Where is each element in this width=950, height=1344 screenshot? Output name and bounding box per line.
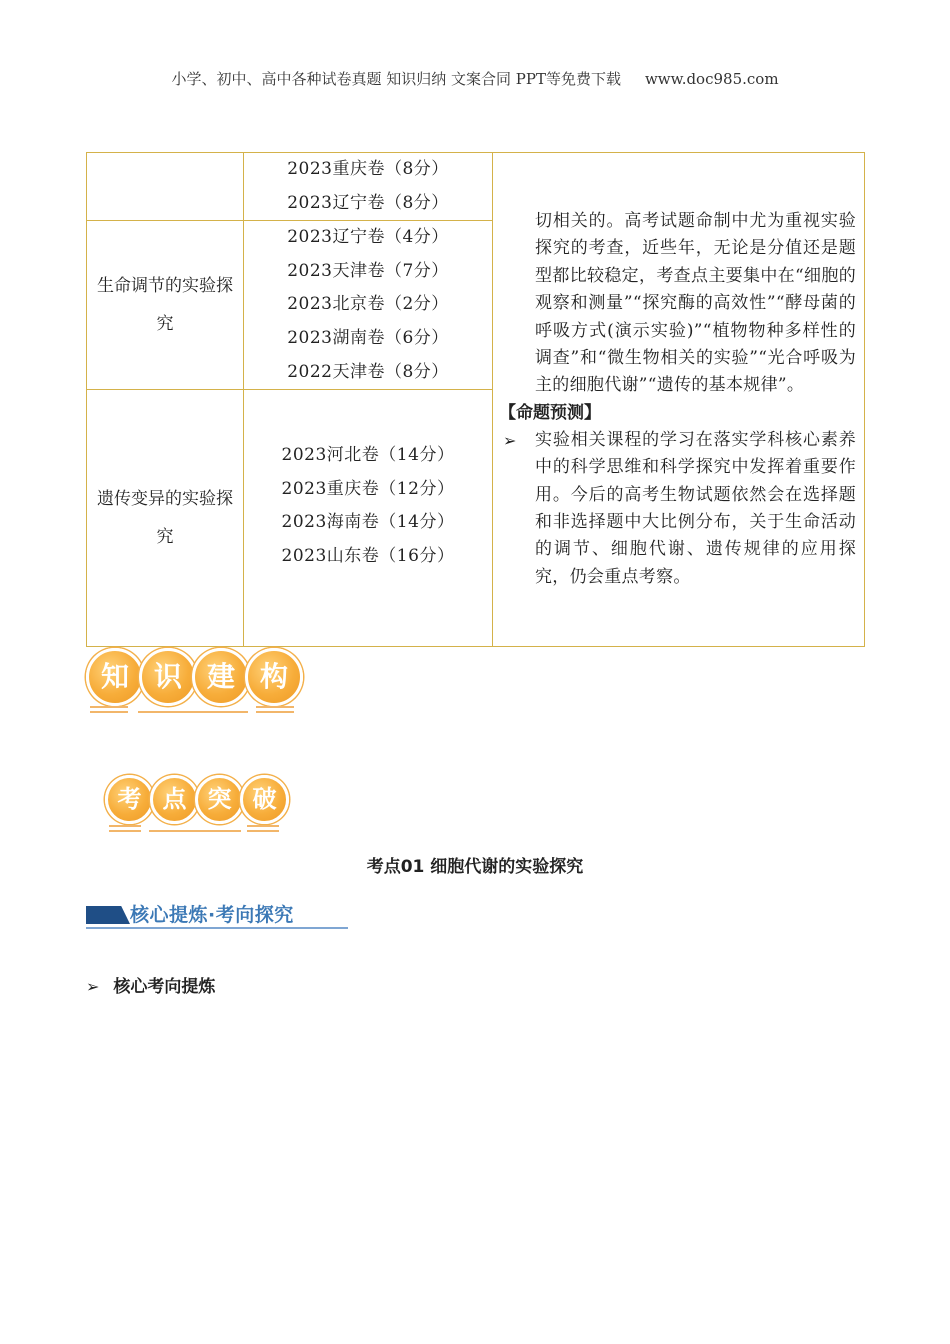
prediction-item bbox=[503, 427, 856, 591]
banner-char: 突 bbox=[195, 775, 244, 824]
papers-cell bbox=[244, 153, 493, 221]
banner-underline bbox=[90, 706, 128, 708]
paper-item: 2023辽宁卷（4分） bbox=[287, 227, 449, 248]
banner-char: 知 bbox=[86, 648, 144, 706]
arrow-bullet-icon: ➢ bbox=[86, 977, 100, 996]
section-title: 考点01 细胞代谢的实验探究 bbox=[366, 857, 584, 877]
paper-item: 2023山东卷（16分） bbox=[281, 545, 455, 566]
header-text: 小学、初中、高中各种试卷真题 知识归纳 文案合同 PPT等免费下载 bbox=[171, 70, 621, 88]
paper-item: 2023湖南卷（6分） bbox=[287, 327, 449, 348]
banner-underline bbox=[109, 825, 141, 827]
banner-underline bbox=[247, 830, 279, 832]
core-summary-bar bbox=[86, 904, 348, 930]
arrow-bullet-icon: ➢ bbox=[503, 430, 517, 450]
banner-underline bbox=[90, 711, 128, 713]
topic-cell bbox=[87, 153, 244, 221]
banner-underline bbox=[149, 830, 241, 832]
banner-underline bbox=[109, 830, 141, 832]
paper-item: 2023重庆卷（8分） bbox=[287, 159, 449, 179]
knowledge-structure-banner bbox=[86, 648, 298, 716]
banner-char: 构 bbox=[245, 648, 303, 706]
key-points-banner bbox=[105, 775, 285, 835]
banner-underline bbox=[138, 711, 248, 713]
analysis-cell bbox=[493, 153, 865, 647]
papers-cell bbox=[244, 390, 493, 647]
banner-underline bbox=[256, 711, 294, 713]
bar-underline bbox=[86, 927, 348, 929]
paper-item: 2023辽宁卷（8分） bbox=[287, 192, 449, 213]
topic-cell: 生命调节的实验探究 bbox=[87, 221, 244, 390]
subheading bbox=[86, 972, 215, 997]
core-bar-label: 核心提炼·考向探究 bbox=[130, 904, 294, 926]
bar-marker-icon bbox=[86, 906, 130, 924]
paper-item: 2023北京卷（2分） bbox=[287, 294, 449, 315]
banner-char: 建 bbox=[192, 648, 250, 706]
prediction-text: 实验相关课程的学习在落实学科核心素养中的科学思维和科学探究中发挥着重要作用。今后的高考生物试题依然会在选择题和非选择题中大比例分布，关于生命活动的调节、细胞代谢、遗传规律的应用探究，仍会重点考察。 bbox=[535, 429, 856, 587]
paper-item: 2023重庆卷（12分） bbox=[281, 478, 455, 499]
banner-char: 破 bbox=[240, 775, 289, 824]
banner-char: 点 bbox=[150, 775, 199, 824]
banner-char: 识 bbox=[139, 648, 197, 706]
paper-item: 2023天津卷（7分） bbox=[287, 260, 449, 281]
paper-item: 2023河北卷（14分） bbox=[281, 444, 455, 465]
banner-underline bbox=[247, 825, 279, 827]
banner-underline bbox=[256, 706, 294, 708]
subheading-text: 核心考向提炼 bbox=[113, 977, 216, 997]
papers-cell bbox=[244, 221, 493, 390]
analysis-text: 切相关的。高考试题命制中尤为重视实验探究的考查，近些年，无论是分值还是题型都比较稳定，考查点主要集中在“细胞的观察和测量”“探究酶的高效性”“酵母菌的呼吸方式(演示实验)”“植物物种多样性的调查”和“微生物相关的实验”“光合呼吸为主的细胞代谢”“遗传的基本规律”。 bbox=[535, 210, 856, 396]
page-header bbox=[0, 68, 950, 89]
table-row bbox=[87, 153, 865, 221]
topic-cell: 遗传变异的实验探究 bbox=[87, 390, 244, 647]
exam-analysis-table bbox=[86, 152, 865, 647]
prediction-heading: 【命题预测】 bbox=[499, 402, 601, 423]
paper-item: 2023海南卷（14分） bbox=[281, 512, 455, 533]
paper-item: 2022天津卷（8分） bbox=[287, 361, 449, 382]
banner-char: 考 bbox=[105, 775, 154, 824]
header-site: www.doc985.com bbox=[644, 70, 779, 88]
